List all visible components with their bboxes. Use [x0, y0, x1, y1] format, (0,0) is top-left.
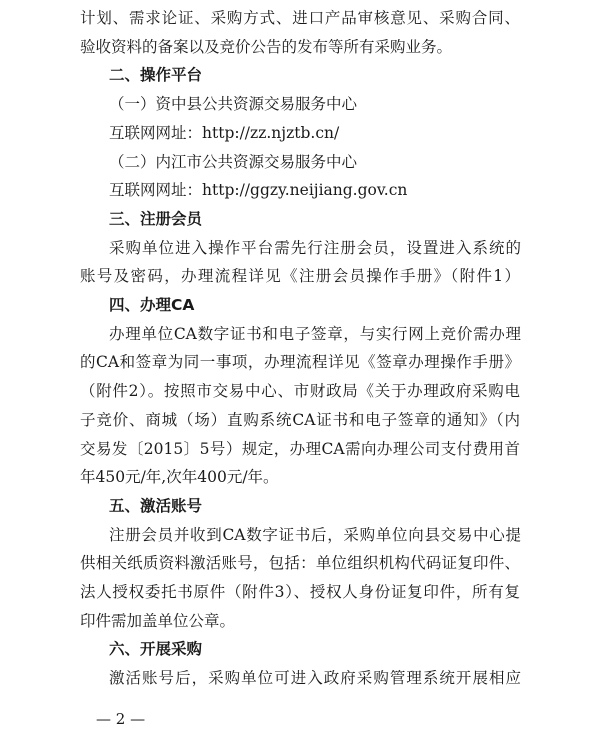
paragraph-line: 的CA和签章为同一事项，办理流程详见《签章办理操作手册》 [80, 353, 520, 372]
paragraph-line: 供相关纸质资料激活账号，包括：单位组织机构代码证复印件、 [80, 554, 520, 573]
paragraph-line: 验收资料的备案以及竞价公告的发布等所有采购业务。 [80, 37, 453, 56]
section-heading: 三、注册会员 [109, 209, 203, 228]
paragraph-line: 互联网网址：http://ggzy.neijiang.gov.cn [109, 181, 408, 200]
paragraph-line: 注册会员并收到CA数字证书后，采购单位向县交易中心提 [109, 525, 521, 544]
paragraph-line: 年450元/年,次年400元/年。 [80, 468, 279, 487]
paragraph-line: （一）资中县公共资源交易服务中心 [109, 95, 358, 114]
paragraph-line: 采购单位进入操作平台需先行注册会员，设置进入系统的 [109, 238, 521, 257]
paragraph-line: 子竞价、商城（场）直购系统CA证书和电子签章的通知》（内 [80, 410, 520, 429]
paragraph-line: 印件需加盖单位公章。 [80, 611, 236, 630]
page-number: — 2 — [96, 710, 146, 728]
section-heading: 六、开展采购 [109, 640, 203, 659]
section-heading: 五、激活账号 [109, 496, 203, 515]
section-heading: 二、操作平台 [109, 66, 203, 85]
section-heading: 四、办理CA [109, 296, 195, 314]
paragraph-line: （附件2）。按照市交易中心、市财政局《关于办理政府采购电 [80, 382, 520, 401]
paragraph-line: 办理单位CA数字证书和电子签章，与实行网上竞价需办理 [109, 324, 521, 343]
paragraph-line: 互联网网址：http://zz.njztb.cn/ [109, 123, 340, 142]
paragraph-line: 账号及密码，办理流程详见《注册会员操作手册》（附件1） [80, 267, 520, 286]
paragraph-line: （二）内江市公共资源交易服务中心 [109, 152, 358, 171]
paragraph-line: 激活账号后，采购单位可进入政府采购管理系统开展相应 [109, 669, 521, 688]
paragraph-line: 法人授权委托书原件（附件3）、授权人身份证复印件，所有复 [80, 583, 520, 601]
paragraph-line: 计划、需求论证、采购方式、进口产品审核意见、采购合同、 [80, 9, 520, 27]
paragraph-line: 交易发〔2015〕5号）规定，办理CA需向办理公司支付费用首 [80, 439, 520, 458]
